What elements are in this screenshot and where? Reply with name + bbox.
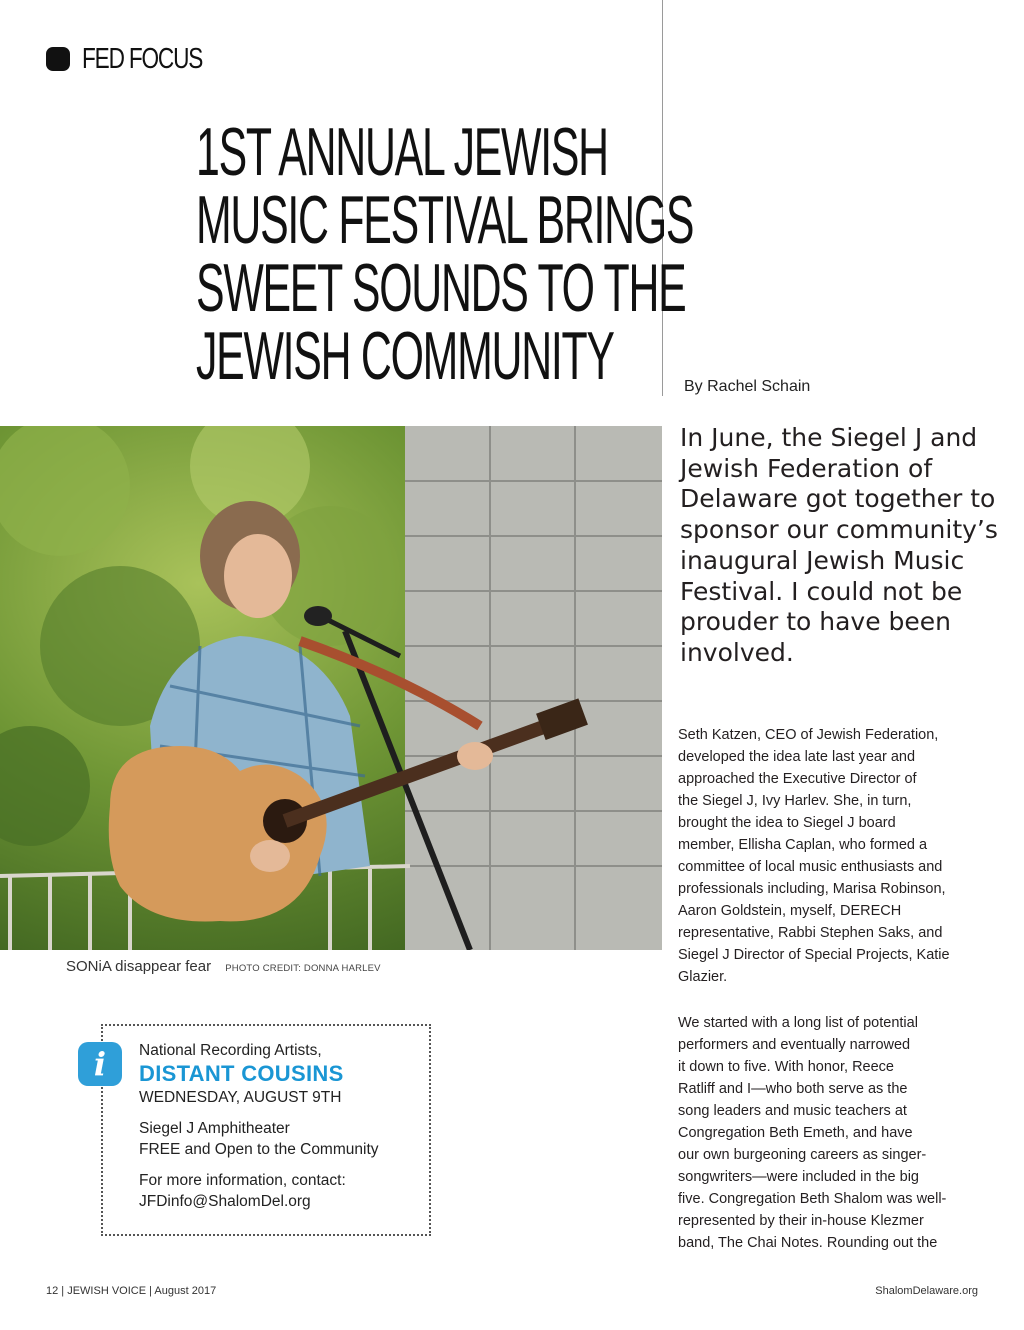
body-line: committee of local music enthusiasts and [678, 859, 943, 875]
contact-label: For more information, contact: [139, 1172, 346, 1189]
caption-text: SONiA disappear fear [66, 958, 212, 975]
body-line: Ratliff and I—who both serve as the [678, 1081, 908, 1097]
photo-credit: PHOTO CREDIT: DONNA HARLEV [225, 963, 381, 974]
body-line: representative, Rabbi Stephen Saks, and [678, 925, 943, 941]
headline-line: 1ST ANNUAL JEWISH [196, 114, 608, 190]
body-line: it down to five. With honor, Reece [678, 1059, 894, 1075]
body-line: the Siegel J, Ivy Harlev. She, in turn, [678, 793, 912, 809]
body-line: performers and eventually narrowed [678, 1037, 911, 1053]
body-line: band, The Chai Notes. Rounding out the [678, 1235, 938, 1251]
body-line: five. Congregation Beth Shalom was well- [678, 1191, 947, 1207]
body-line: represented by their in-house Klezmer [678, 1213, 924, 1229]
performer-photo [0, 426, 662, 950]
body-line: Seth Katzen, CEO of Jewish Federation, [678, 727, 939, 743]
body-line: approached the Executive Director of [678, 771, 917, 787]
lead-paragraph: In June, the Siegel J and Jewish Federation of Delaware got together to sponsor our community’s inaugural Jewish Music Festival. I could not be prouder to have been involved. [680, 423, 998, 667]
body-line: We started with a long list of potential [678, 1015, 918, 1031]
body-paragraph-1 [678, 724, 996, 988]
body-line: brought the idea to Siegel J board [678, 815, 896, 831]
body-paragraph-2 [678, 1012, 996, 1254]
event-venue: Siegel J Amphitheater [139, 1120, 290, 1137]
body-line: member, Ellisha Caplan, who formed a [678, 837, 928, 853]
section-label: FED FOCUS [82, 42, 203, 75]
event-info-text [139, 1040, 424, 1212]
page-footer-folio: 12 | JEWISH VOICE | August 2017 [46, 1285, 217, 1297]
byline: By Rachel Schain [684, 378, 811, 395]
body-line: song leaders and music teachers at [678, 1103, 907, 1119]
headline-line: JEWISH COMMUNITY [196, 318, 614, 394]
event-admission: FREE and Open to the Community [139, 1141, 379, 1158]
section-bullet-icon [46, 47, 70, 71]
body-line: Glazier. [678, 969, 728, 985]
body-line: our own burgeoning careers as singer- [678, 1147, 927, 1163]
body-line: songwriters—were included in the big [678, 1169, 919, 1185]
page-footer-website[interactable]: ShalomDelaware.org [875, 1285, 978, 1297]
event-artist: DISTANT COUSINS [139, 1061, 344, 1086]
event-intro: National Recording Artists, [139, 1042, 322, 1059]
headline-line: SWEET SOUNDS TO THE [196, 250, 686, 326]
body-line: professionals including, Marisa Robinson, [678, 881, 946, 897]
headline-line: MUSIC FESTIVAL BRINGS [196, 182, 694, 258]
body-line: Siegel J Director of Special Projects, Katie [678, 947, 950, 963]
info-icon: i [78, 1042, 122, 1086]
photo-caption [66, 958, 381, 975]
body-line: Aaron Goldstein, myself, DERECH [678, 903, 902, 919]
body-line: developed the idea late last year and [678, 749, 916, 765]
contact-email[interactable]: JFDinfo@ShalomDel.org [139, 1193, 311, 1210]
performer-photo-illustration [0, 426, 662, 950]
section-tag [46, 44, 236, 74]
event-date: WEDNESDAY, AUGUST 9TH [139, 1089, 342, 1106]
body-line: Congregation Beth Emeth, and have [678, 1125, 913, 1141]
